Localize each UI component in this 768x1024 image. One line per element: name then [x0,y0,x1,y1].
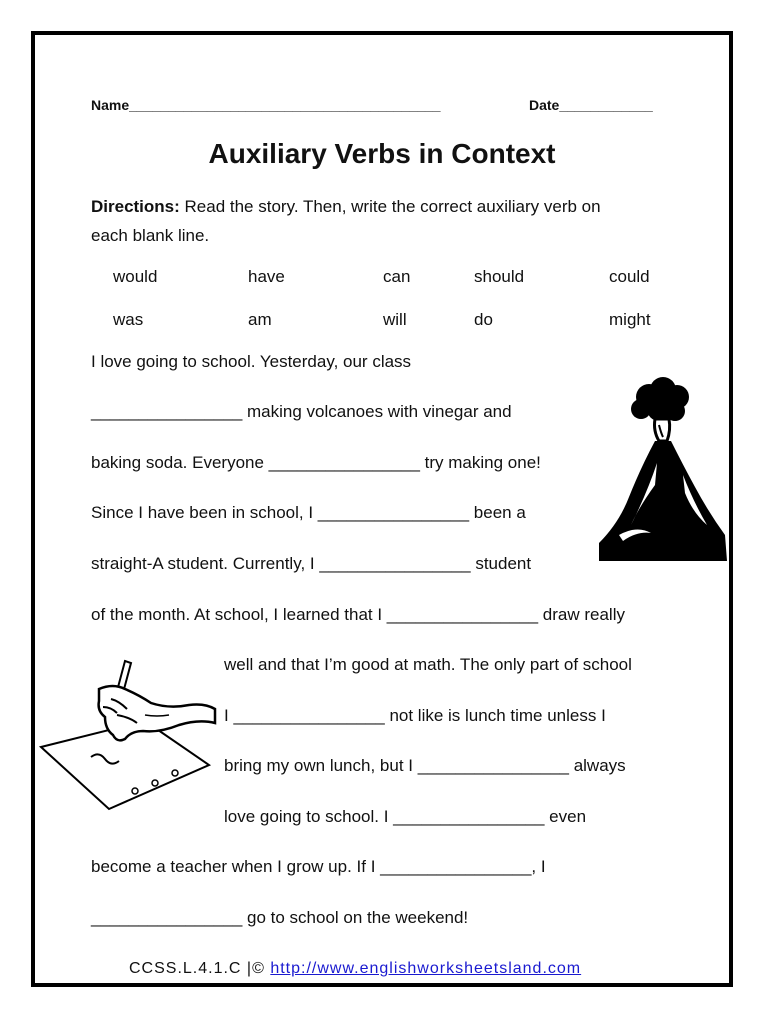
directions-text: Read the story. Then, write the correct auxiliary verb on [179,197,601,216]
word-bank-item: should [474,267,525,286]
story-line: become a teacher when I grow up. If I ________________, I [91,857,546,876]
name-label: Name [91,97,130,113]
word-bank-item: could [609,267,650,286]
footer-standard: CCSS.L.4.1.C |© [129,960,271,977]
page-title: Auxiliary Verbs in Context [208,138,556,169]
name-row [91,97,441,113]
word-bank-item: can [383,267,411,286]
word-bank-item: am [248,310,272,329]
name-blank: ________________________________________ [129,97,441,113]
footer [129,960,581,978]
story-line: baking soda. Everyone ________________ try making one! [91,453,541,472]
volcano-illustration-icon [597,375,729,565]
date-row [529,97,653,113]
story-line: I love going to school. Yesterday, our class [91,352,412,371]
word-bank-item: have [248,267,285,286]
word-bank-item: might [609,310,651,329]
story-line: love going to school. I ________________ even [224,807,587,826]
story-line: Since I have been in school, I ________________ been a [91,503,526,522]
story-line: of the month. At school, I learned that I ________________ draw really [91,605,625,624]
date-blank: ____________ [559,97,653,113]
hand-writing-illustration-icon [39,659,217,811]
story-line: bring my own lunch, but I ________________ always [224,756,626,775]
directions-line-1 [91,197,601,217]
worksheet-frame [31,31,733,987]
directions-line-2: each blank line. [91,226,210,245]
story-line: ________________ making volcanoes with vinegar and [91,402,512,421]
directions-label: Directions: [91,197,180,216]
story-line: straight-A student. Currently, I ________________ student [91,554,532,573]
story-line: ________________ go to school on the weekend! [91,908,469,927]
story-line: well and that I’m good at math. The only part of school [224,655,632,674]
word-bank-item: was [113,310,144,329]
story-line: I ________________ not like is lunch time unless I [224,706,606,725]
word-bank-item: do [474,310,493,329]
date-label: Date [529,97,560,113]
word-bank-item: would [113,267,158,286]
footer-link[interactable]: http://www.englishworksheetsland.com [270,960,582,977]
word-bank-item: will [383,310,407,329]
